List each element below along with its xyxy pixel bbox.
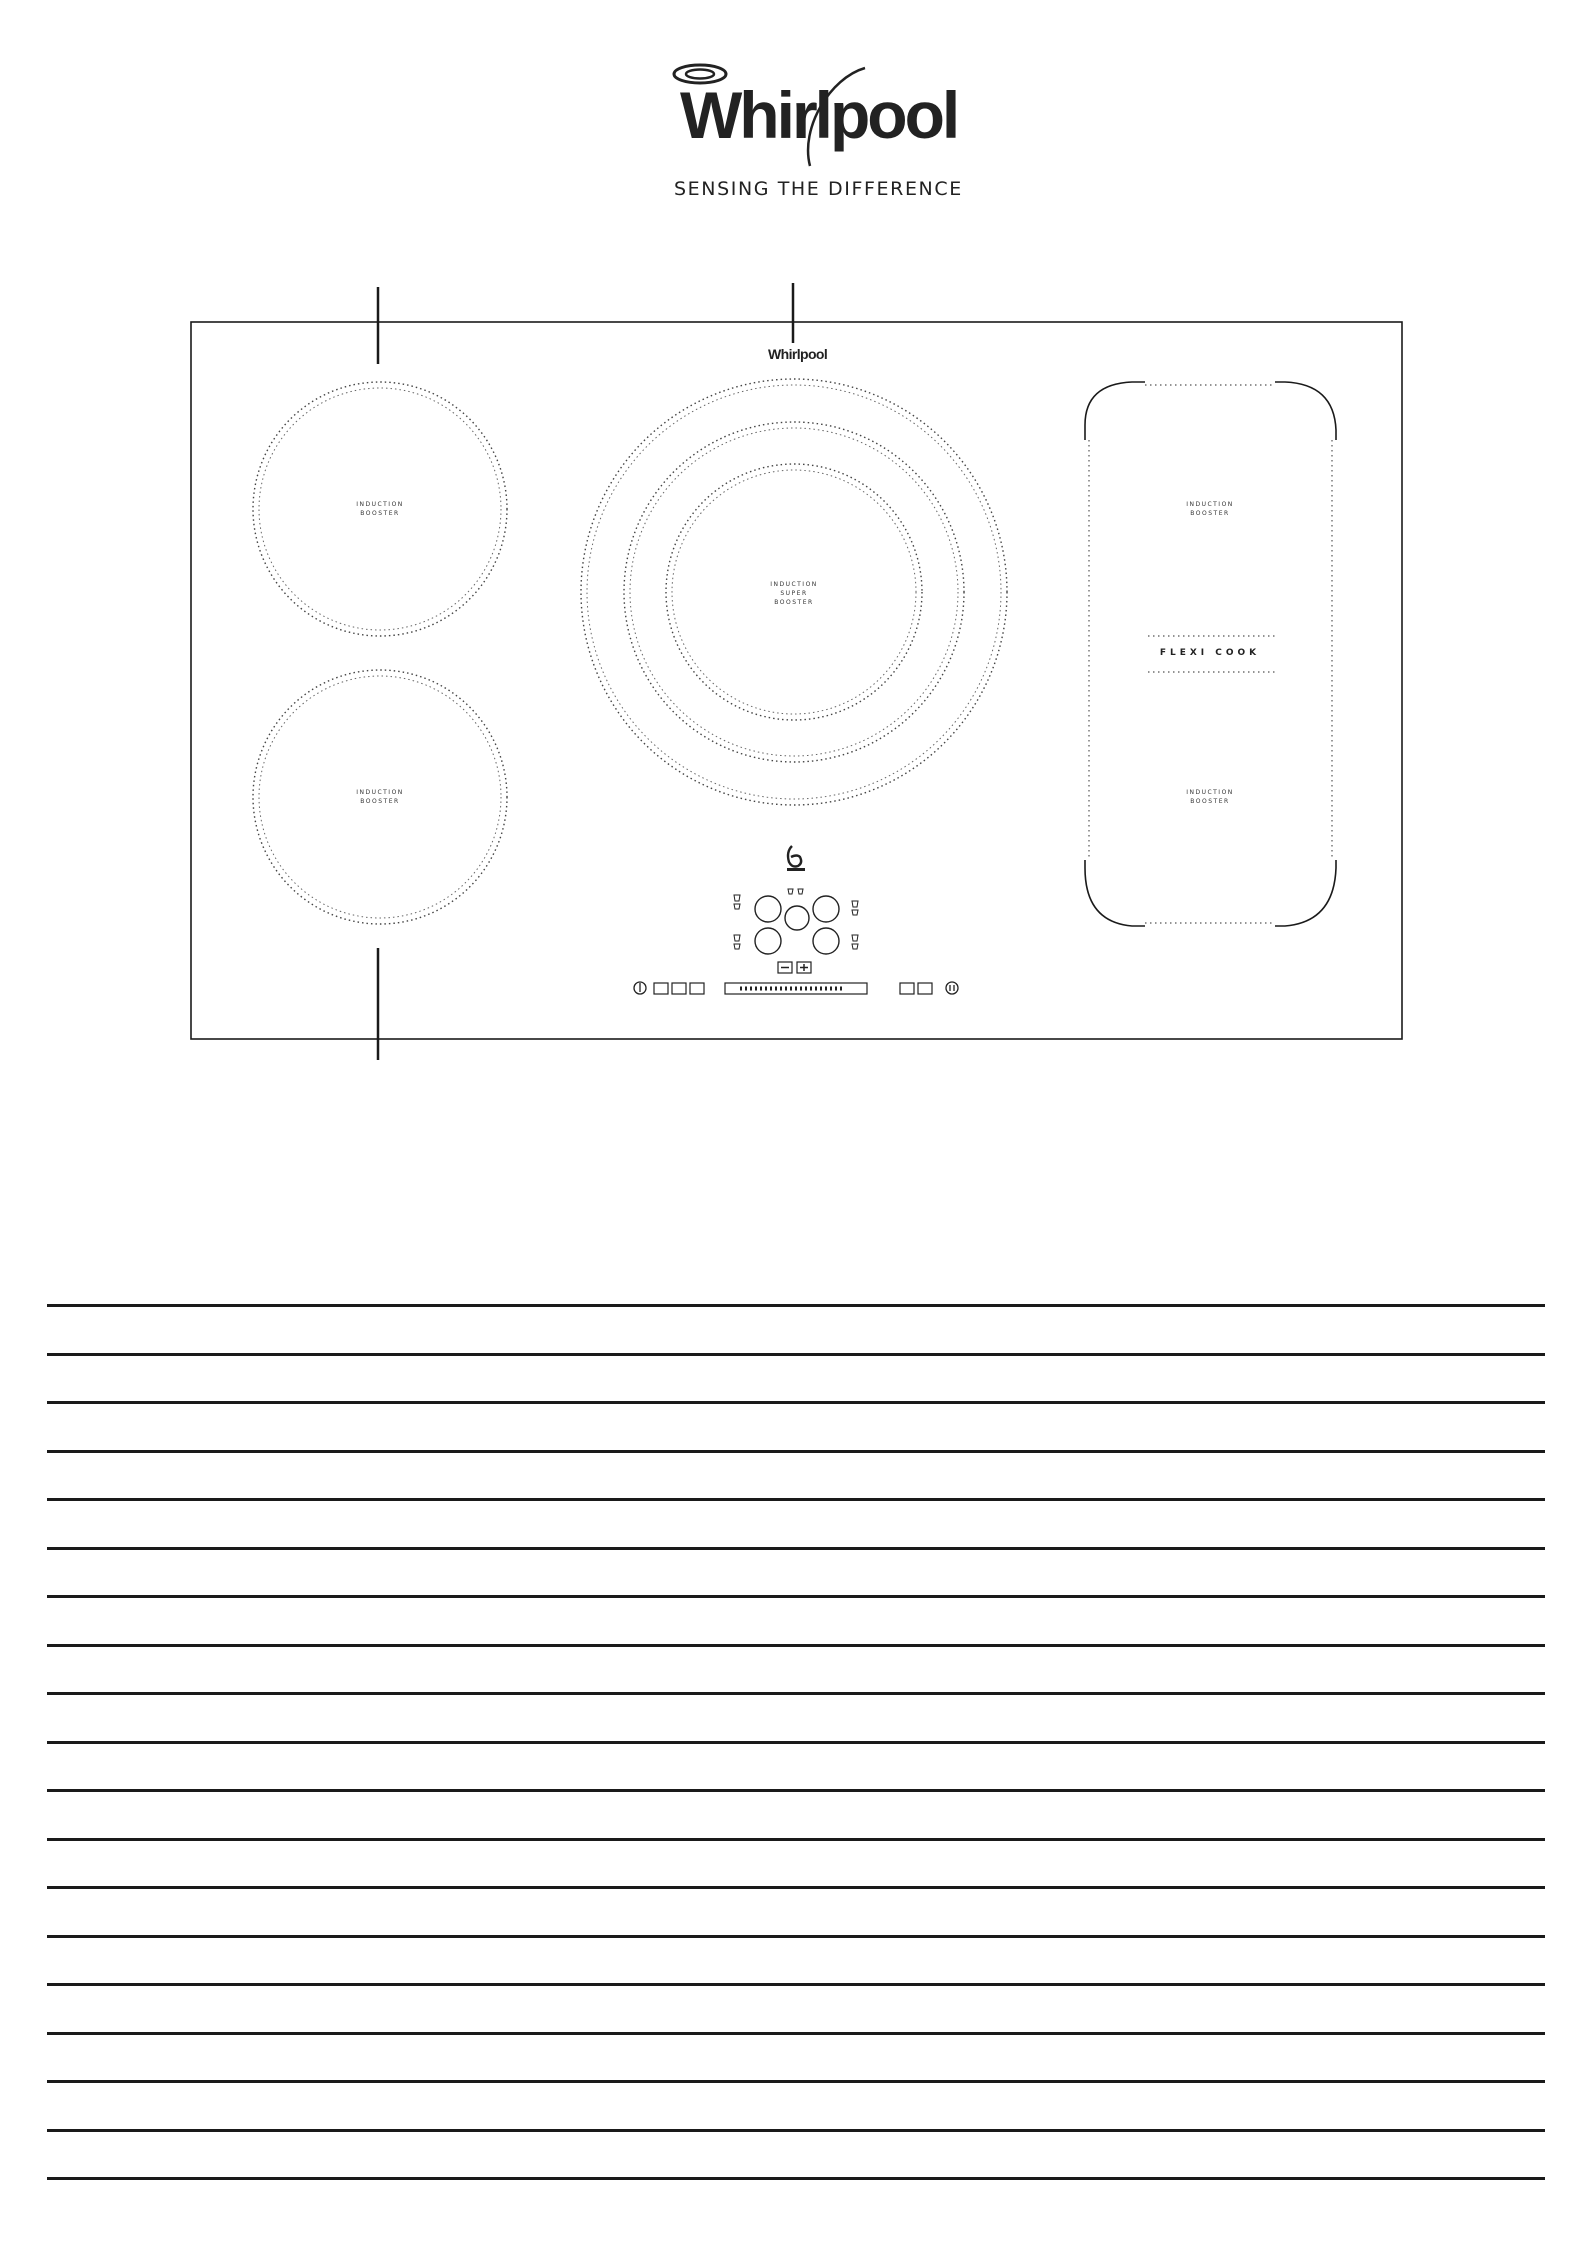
pan-button-top-right: [813, 896, 839, 922]
zone-label-left-top: INDUCTION BOOSTER: [356, 501, 404, 517]
mode-key-3: [690, 983, 704, 994]
ruled-line: [47, 1498, 1545, 1501]
power-icon: [634, 982, 646, 994]
ruled-line: [47, 2129, 1545, 2132]
ruled-line: [47, 1304, 1545, 1307]
ruled-line: [47, 1983, 1545, 1986]
pan-button-bottom-right: [813, 928, 839, 954]
ruled-line: [47, 1886, 1545, 1889]
ruled-line: [47, 1595, 1545, 1598]
flexi-cook-label: FLEXI COOK: [1159, 648, 1261, 658]
ruled-line: [47, 1353, 1545, 1356]
mode-key-1: [654, 983, 668, 994]
pan-button-center: [785, 906, 809, 930]
ruled-line: [47, 1789, 1545, 1792]
ruled-line: [47, 1547, 1545, 1550]
pan-button-top-left: [755, 896, 781, 922]
zone-label-right-bottom: INDUCTION BOOSTER: [1186, 789, 1234, 805]
brand-tagline: SENSING THE DIFFERENCE: [674, 178, 963, 200]
ruled-line: [47, 1450, 1545, 1453]
ruled-line: [47, 1838, 1545, 1841]
zone-label-center: INDUCTION SUPER BOOSTER: [770, 581, 818, 606]
hob-outline: [191, 322, 1402, 1039]
ruled-line: [47, 1401, 1545, 1404]
ruled-line: [47, 1644, 1545, 1647]
zone-label-left-bottom: INDUCTION BOOSTER: [356, 789, 404, 805]
hob-brand-mark: Whirlpool: [768, 346, 828, 362]
ruled-line: [47, 1741, 1545, 1744]
ruled-line: [47, 1692, 1545, 1695]
plus-icon: [800, 964, 808, 971]
lock-key: [900, 983, 914, 994]
sense-badge: [787, 846, 805, 871]
pan-button-bottom-left: [755, 928, 781, 954]
ruled-line: [47, 2177, 1545, 2180]
ruled-line: [47, 2032, 1545, 2035]
timer-key: [918, 983, 932, 994]
zone-label-right-top: INDUCTION BOOSTER: [1186, 501, 1234, 517]
timer-icon: [946, 982, 958, 994]
mode-key-2: [672, 983, 686, 994]
ruled-line: [47, 1935, 1545, 1938]
brand-wordmark: Whirlpool: [680, 78, 958, 152]
ruled-line: [47, 2080, 1545, 2083]
